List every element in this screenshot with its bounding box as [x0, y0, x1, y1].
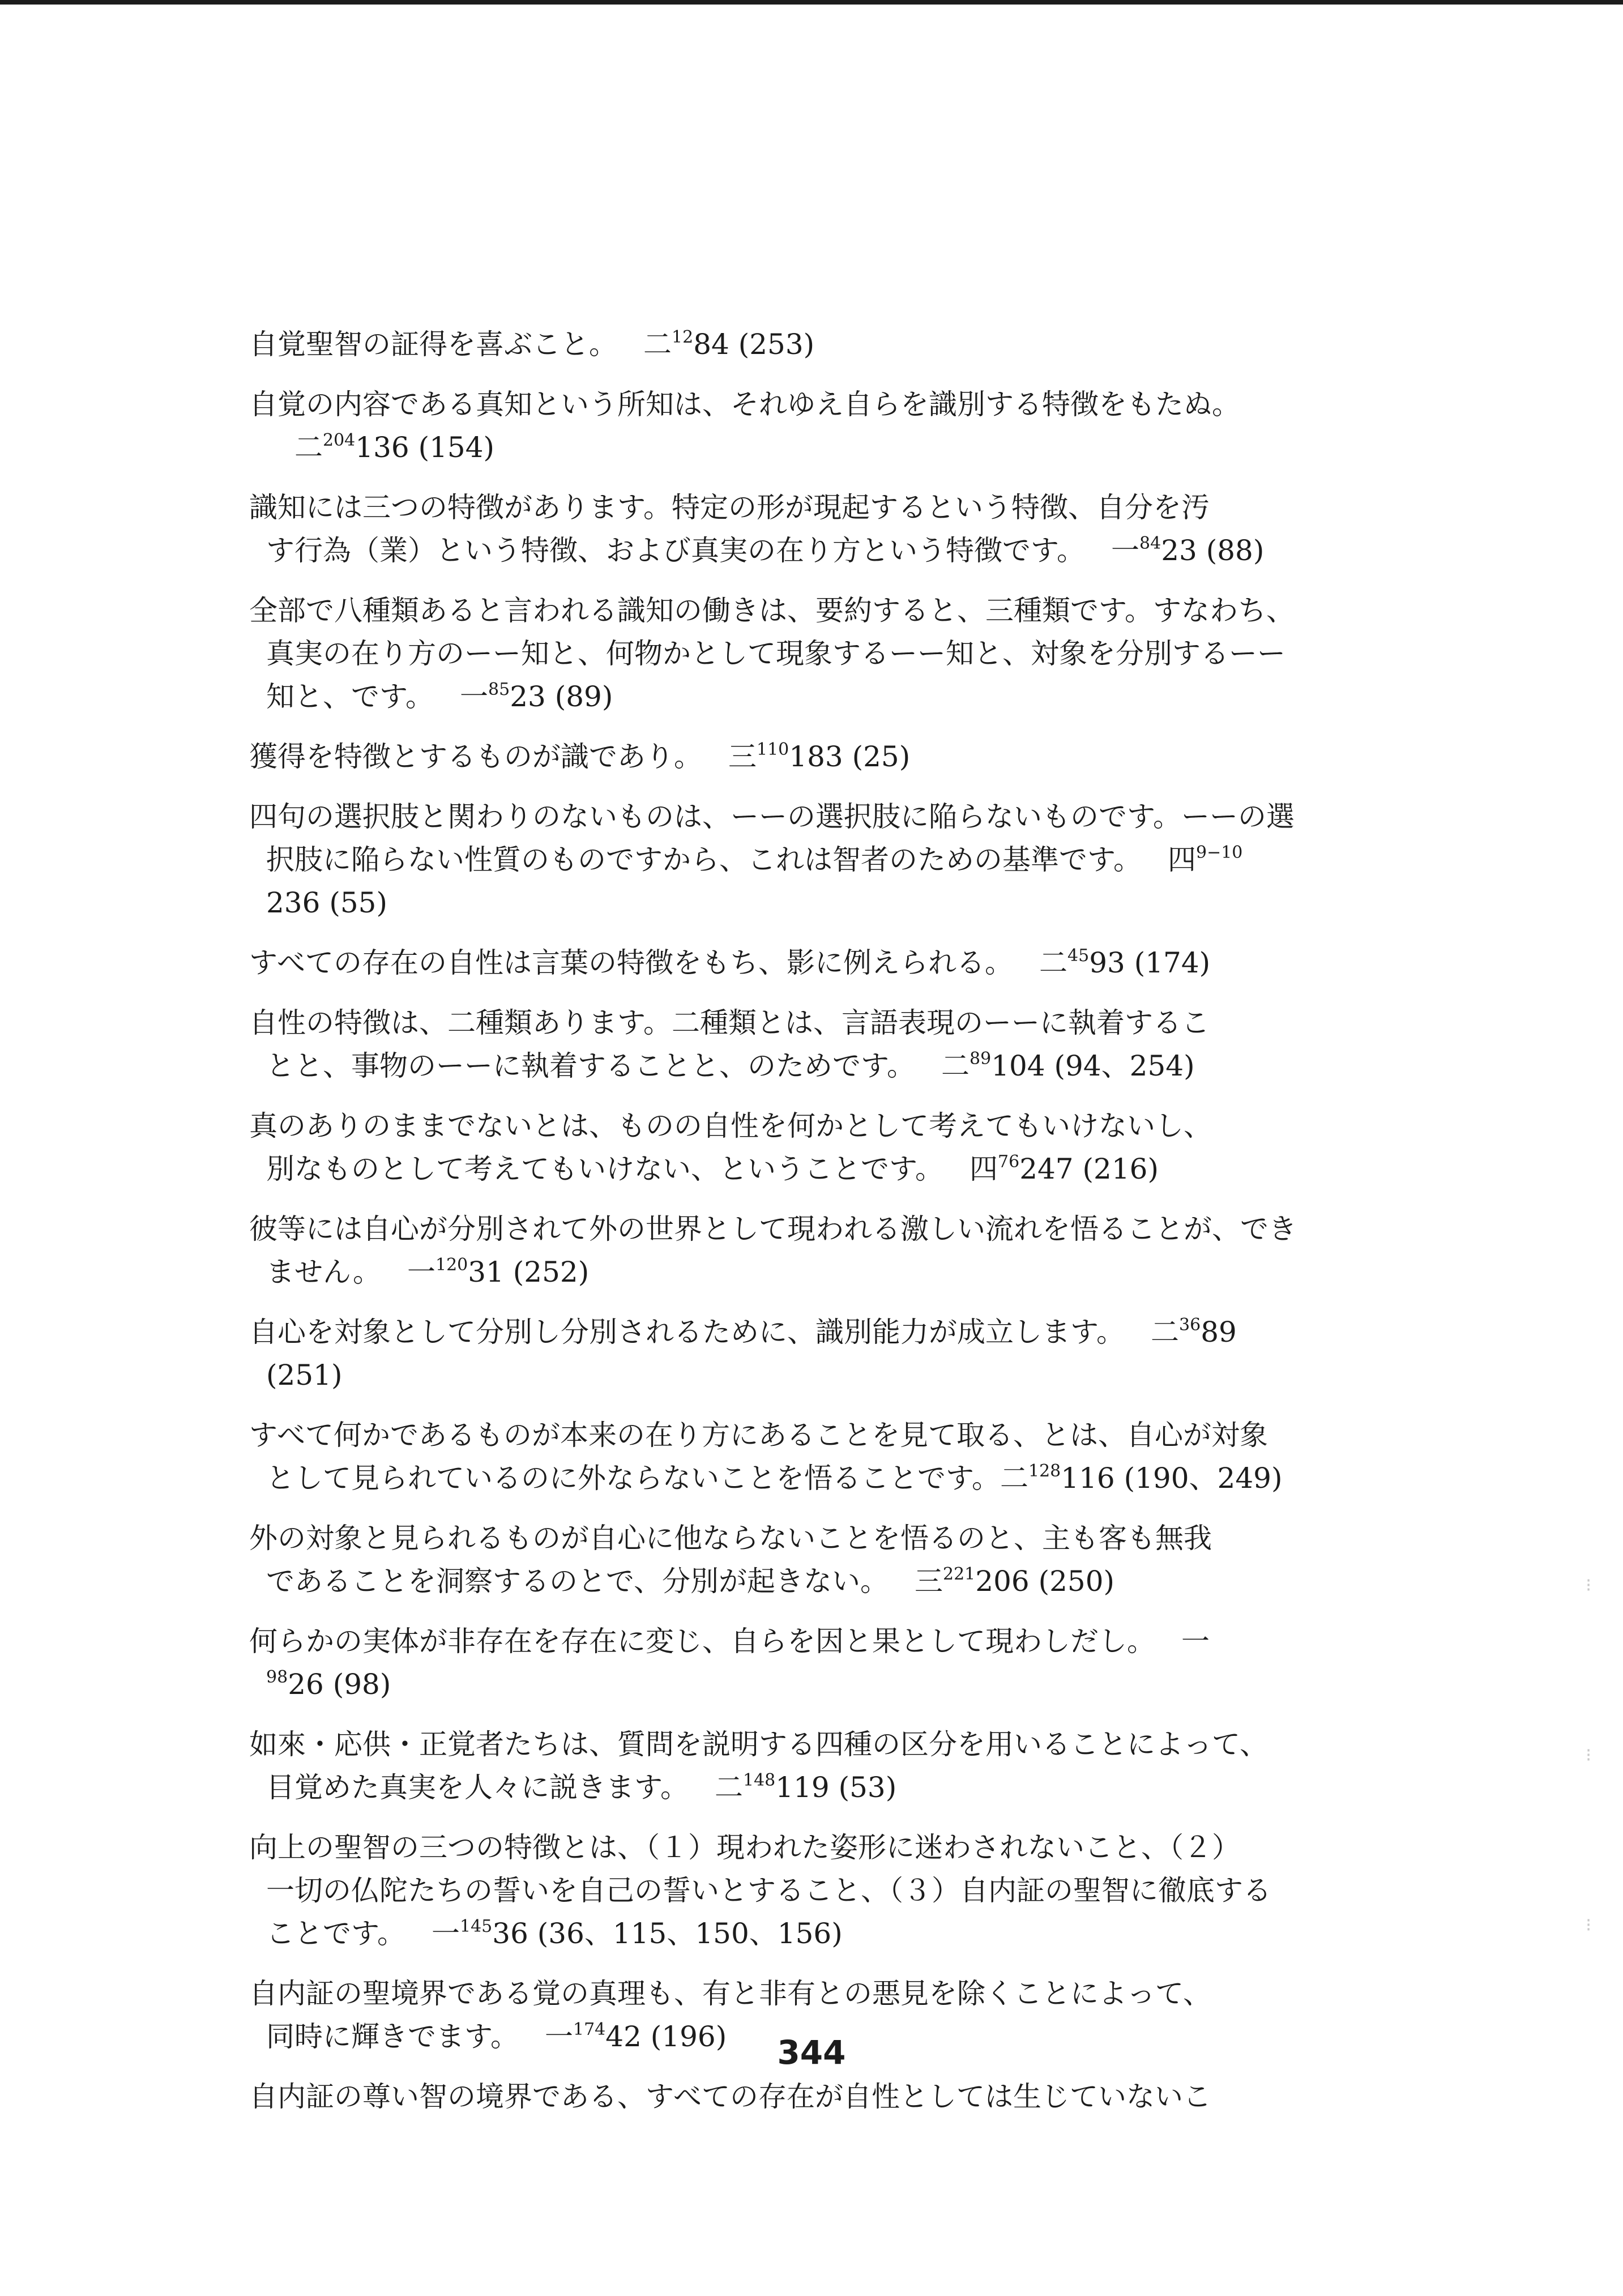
index-entry [249, 735, 1314, 778]
entry-reference: 四$^{9-10}$ [1168, 843, 1243, 876]
index-entry [249, 486, 1314, 572]
entry-reference: 236 (55) [266, 886, 387, 919]
entry-reference: (251) [266, 1359, 343, 1392]
entry-reference: 二$^{12}$84 (253) [643, 327, 815, 361]
entry-reference: 二$^{128}$116 (190、249) [1000, 1461, 1283, 1495]
entry-text: す行為（業）という特徴、および真実の在り方という特徴です。 [266, 534, 1085, 567]
entry-reference: 一$^{84}$23 (88) [1111, 534, 1265, 567]
entry-text: 目覚めた真実を人々に説きます。 [266, 1771, 689, 1804]
entry-text: すべて何かであるものが本来の在り方にあることを見て取る、とは、自心が対象 [249, 1419, 1268, 1452]
entry-reference: 二$^{148}$119 (53) [715, 1770, 897, 1804]
entry-reference: 一$^{120}$31 (252) [407, 1255, 590, 1288]
entry-text: 如來・応供・正覚者たちは、質問を説明する四種の区分を用いることによって、 [249, 1728, 1268, 1761]
entry-reference: 四$^{76}$247 (216) [969, 1152, 1159, 1185]
entry-text: 自内証の聖境界である覚の真理も、有と非有との悪見を除くことによって、 [249, 1977, 1211, 2010]
entry-text: 向上の聖智の三つの特徴とは、（１）現われた姿形に迷わされないこと、（２） [249, 1831, 1240, 1864]
index-entry [249, 1104, 1314, 1190]
entry-text: として見られているのに外ならないことを悟ることです。 [266, 1462, 1000, 1495]
entry-text: ことです。 [266, 1917, 405, 1950]
index-entry [249, 589, 1314, 718]
index-entry [249, 941, 1314, 984]
entry-text: 自内証の尊い智の境界である、すべての存在が自性としては生じていないこ [249, 2080, 1211, 2113]
scan-margin-mark: ⁝ [1586, 1744, 1592, 1766]
entry-text: ません。 [266, 1256, 381, 1288]
index-entry [249, 1207, 1314, 1294]
entry-reference: $^{98}$26 (98) [266, 1667, 391, 1701]
index-entry [249, 1517, 1314, 1603]
entry-text: 外の対象と見られるものが自心に他ならないことを悟るのと、主も客も無我 [249, 1522, 1212, 1555]
entry-text: 択肢に陥らない性質のものですから、これは智者のための基準です。 [266, 843, 1142, 876]
page-number: 344 [777, 2033, 846, 2072]
entry-reference: 一$^{145}$36 (36、115、150、156) [432, 1917, 843, 1950]
entry-reference: 二$^{204}$136 (154) [294, 430, 495, 464]
entry-text: 知と、です。 [266, 680, 434, 713]
index-entry [249, 1723, 1314, 1809]
entry-reference: 一$^{85}$23 (89) [460, 680, 613, 713]
entry-text: とと、事物のーーに執着することと、のためです。 [266, 1049, 915, 1082]
index-entry [249, 1311, 1314, 1397]
entry-text: 獲得を特徴とするものが識であり。 [249, 740, 702, 773]
entry-text: 自覚聖智の証得を喜ぶこと。 [249, 328, 617, 361]
entry-reference: 一$^{174}$42 (196) [545, 2020, 727, 2053]
scan-margin-mark: ⁝ [1586, 1914, 1592, 1936]
entry-text: 識知には三つの特徴があります。特定の形が現起するという特徴、自分を汚 [249, 491, 1210, 524]
entry-reference: 一 [1181, 1625, 1210, 1658]
index-entry [249, 795, 1314, 924]
entry-reference: 三$^{110}$183 (25) [728, 740, 911, 773]
index-entry [249, 1826, 1314, 1955]
entry-reference: 二$^{36}$89 [1151, 1315, 1237, 1348]
top-edge-rule [0, 0, 1623, 5]
entry-text: 真実の在り方のーー知と、何物かとして現象するーー知と、対象を分別するーー [266, 637, 1285, 670]
scan-margin-mark: ⁝ [1586, 1574, 1592, 1596]
entry-text: 一切の仏陀たちの誓いを自己の誓いとすること、（３）自内証の聖智に徹底する [266, 1874, 1271, 1907]
index-entry [249, 1001, 1314, 1087]
entry-text: 自心を対象として分別し分別されるために、識別能力が成立します。 [249, 1316, 1125, 1348]
entry-text: 真のありのままでないとは、ものの自性を何かとして考えてもいけないし、 [249, 1109, 1212, 1142]
entry-text: であることを洞察するのとで、分別が起きない。 [266, 1565, 889, 1598]
entry-text: 四句の選択肢と関わりのないものは、ーーの選択肢に陥らないものです。ーーの選 [249, 800, 1295, 833]
index-entry [249, 2075, 1314, 2118]
entry-text: 同時に輝きでます。 [266, 2020, 519, 2053]
entry-reference: 二$^{45}$93 (174) [1039, 946, 1211, 979]
entry-text: 彼等には自心が分別されて外の世界として現われる激しい流れを悟ることが、でき [249, 1213, 1297, 1245]
entry-text: 全部で八種類あると言われる識知の働きは、要約すると、三種類です。すなわち、 [249, 594, 1295, 627]
index-entry [249, 323, 1314, 366]
index-entry [249, 1620, 1314, 1706]
entry-reference: 二$^{89}$104 (94、254) [941, 1049, 1195, 1082]
entry-text: すべての存在の自性は言葉の特徴をもち、影に例えられる。 [249, 946, 1013, 979]
index-entry-list [249, 323, 1314, 2135]
index-entry [249, 383, 1314, 469]
entry-text: 別なものとして考えてもいけない、ということです。 [266, 1153, 943, 1185]
entry-reference: 三$^{221}$206 (250) [915, 1564, 1115, 1598]
entry-text: 何らかの実体が非存在を存在に変じ、自らを因と果として現わしだし。 [249, 1625, 1155, 1658]
entry-text: 自覚の内容である真知という所知は、それゆえ自らを識別する特徴をもたぬ。 [249, 388, 1240, 421]
index-entry [249, 1414, 1314, 1500]
entry-text: 自性の特徴は、二種類あります。二種類とは、言語表現のーーに執着するこ [249, 1006, 1210, 1039]
